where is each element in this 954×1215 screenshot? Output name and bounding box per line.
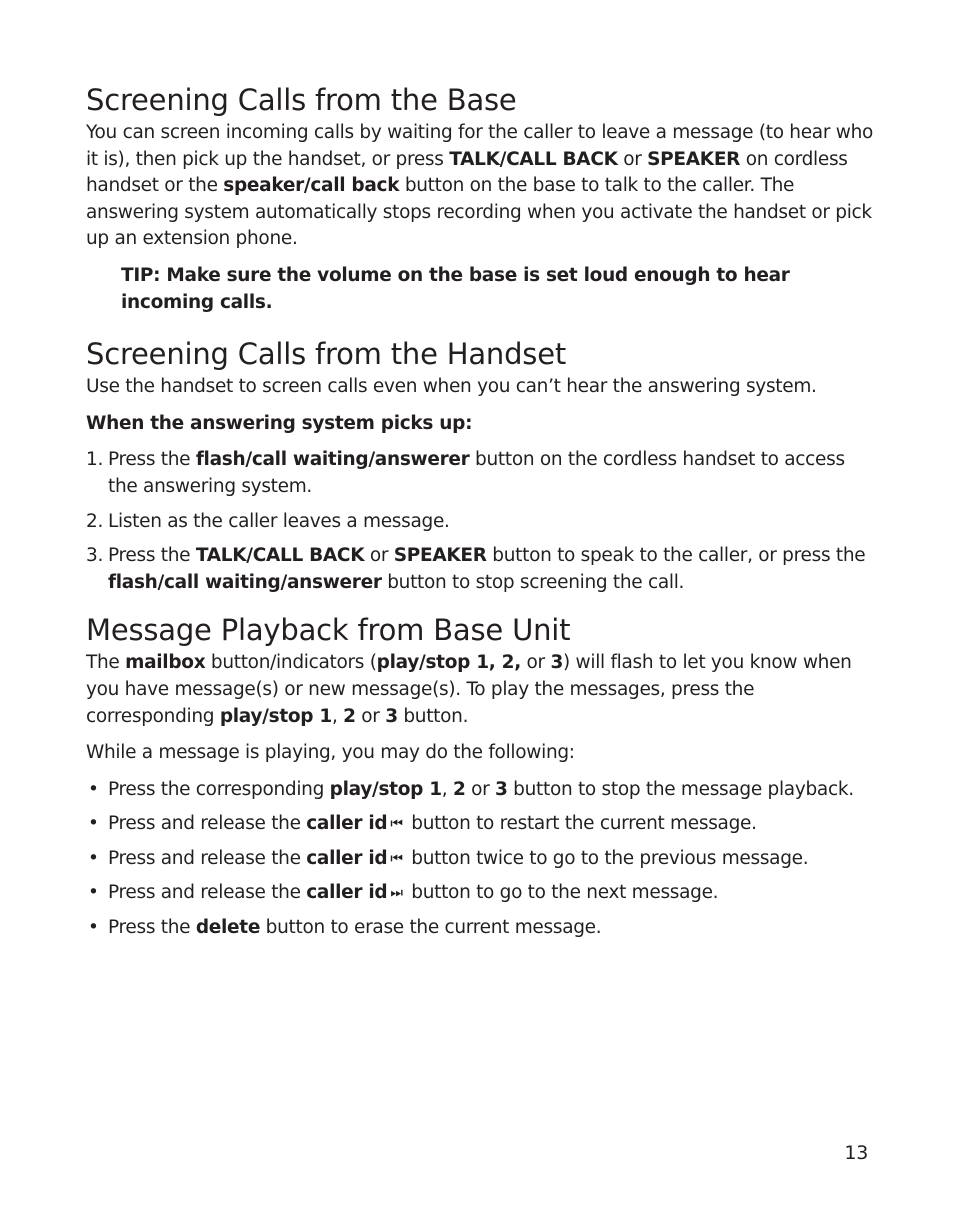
page-number: 13 bbox=[844, 1142, 868, 1164]
playback-paragraph: The mailbox button/indicators (play/stop 1, 2, or 3) will flash to let you know when you have message(s) or new message(s). To play the messages, press the corresponding play/stop 1, 2 or 3 button. bbox=[86, 652, 852, 727]
skip-back-icon: ⏮ bbox=[390, 850, 403, 867]
list-item: 2. Listen as the caller leaves a message. bbox=[86, 510, 450, 532]
skip-back-icon: ⏮ bbox=[390, 816, 403, 833]
screening-base-paragraph: You can screen incoming calls by waiting for the caller to leave a message (to hear who it is), then pick up the handset, or press TALK/CALL BACK or SPEAKER on cordless handset or the speaker/call back button on the base to talk to the caller. The answering system automatically stops recording when you activate the handset or pick up an extension phone. bbox=[86, 122, 874, 250]
list-item: 1. Press the flash/call waiting/answerer button on the cordless handset to access the answering system. bbox=[86, 449, 845, 497]
screening-handset-intro: Use the handset to screen calls even when you can’t hear the answering system. bbox=[86, 376, 817, 398]
list-item: 3. Press the TALK/CALL BACK or SPEAKER button to speak to the caller, or press the flash/call waiting/answerer button to stop screening the call. bbox=[86, 545, 866, 593]
skip-forward-icon: ⏭ bbox=[390, 885, 403, 902]
list-item: • Press and release the caller id ⏮ button twice to go to the previous message. bbox=[86, 846, 876, 873]
manual-page bbox=[86, 82, 876, 950]
screening-steps-list bbox=[86, 447, 876, 596]
playback-options-intro: While a message is playing, you may do the following: bbox=[86, 742, 575, 764]
list-item: • Press and release the caller id ⏭ button to go to the next message. bbox=[86, 880, 876, 907]
tip-volume: TIP: Make sure the volume on the base is set loud enough to hear incoming calls. bbox=[121, 264, 790, 313]
list-item: • Press the corresponding play/stop 1, 2 or 3 button to stop the message playback. bbox=[88, 778, 854, 800]
answering-subheading: When the answering system picks up: bbox=[86, 412, 473, 434]
section-heading-message-playback: Message Playback from Base Unit bbox=[86, 613, 571, 648]
section-heading-screening-handset: Screening Calls from the Handset bbox=[86, 337, 567, 372]
section-heading-screening-base: Screening Calls from the Base bbox=[86, 83, 517, 117]
list-item: • Press the delete button to erase the current message. bbox=[88, 917, 602, 939]
playback-options-list bbox=[86, 777, 876, 942]
list-item: • Press and release the caller id ⏮ button to restart the current message. bbox=[86, 811, 876, 838]
